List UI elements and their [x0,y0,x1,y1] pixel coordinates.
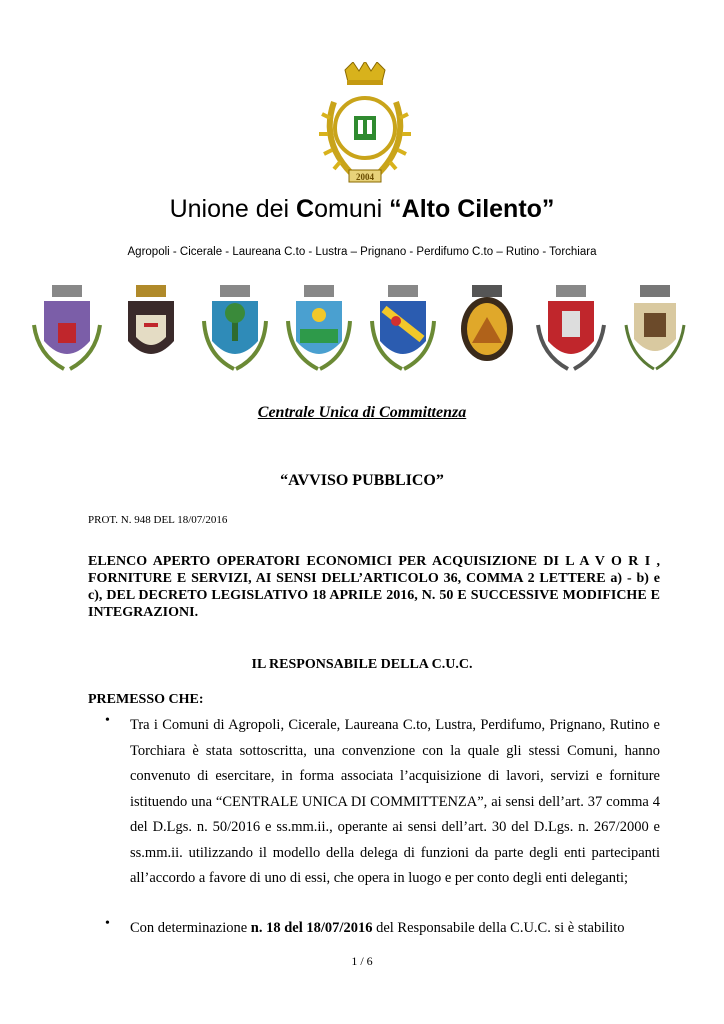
crest-agropoli-icon [34,285,100,369]
bullet-icon: • [105,916,110,931]
paragraph-2: Con determinazione n. 18 del 18/07/2016 del Responsabile della C.U.C. si è stabilito [130,920,625,936]
municipalities-list: Agropoli - Cicerale - Laureana C.to - Lustra – Prignano - Perdifumo C.to – Rutino - Torchiara [127,246,597,258]
avviso-title: “AVVISO PUBBLICO” [280,472,444,489]
crest-cicerale-icon [128,285,174,354]
premesso-heading: PREMESSO CHE: [88,692,204,707]
page-number: 1 / 6 [351,954,373,968]
responsabile-heading: IL RESPONSABILE DELLA C.U.C. [251,657,473,672]
crest-torchiara-icon [626,285,684,369]
page-title: Unione dei Comuni “Alto Cilento” [169,195,555,223]
notice-subject: ELENCO APERTO OPERATORI ECONOMICI PER ACQUISIZIONE DI L A V O R I , FORNITURE E SERVIZI, AI SENSI DELL’ARTICOLO 36, COMMA 2 LETTERE a) - b) e c), DEL DECRETO LEGISLATIVO 18 APRILE 2016, N. 50 E SUCCESSIVE MODIFICHE E INTEGRAZIONI. [88,554,660,620]
crest-perdifumo-icon [372,285,434,369]
union-logo [312,62,418,194]
crest-prignano-icon [461,285,513,361]
paragraph-1: Tra i Comuni di Agropoli, Cicerale, Laureana C.to, Lustra, Perdifumo, Prignano, Rutino e Torchiara è stata sottoscritta, una convenzione con la quale gli stessi Comuni, hanno convenuto di esercitare, in forma associata l’acquisizione di lavori, servizi e forniture istituendo una “CENTRALE UNICA DI COMMITTENZA”, ai sensi dell’art. 37 comma 4 del D.Lgs. n. 50/2016 e ss.mm.ii., operante ai sensi dell’art. 30 del D.Lgs. n. 267/2000 e ss.mm.ii. utilizzando il modello della delega di funzioni da parte degli enti partecipanti all’accordo a favore di uno di essi, che opera in luogo e per conto degli enti deleganti; [130,717,660,886]
crest-lustra-icon [288,285,350,369]
municipal-crests [30,285,690,375]
cuc-heading: Centrale Unica di Committenza [257,404,467,421]
crest-rutino-icon [538,285,604,369]
crest-laureana-icon [204,285,266,369]
bullet-icon: • [105,713,110,728]
logo-year: 2004 [356,172,374,182]
protocol-number: PROT. N. 948 DEL 18/07/2016 [88,514,228,526]
